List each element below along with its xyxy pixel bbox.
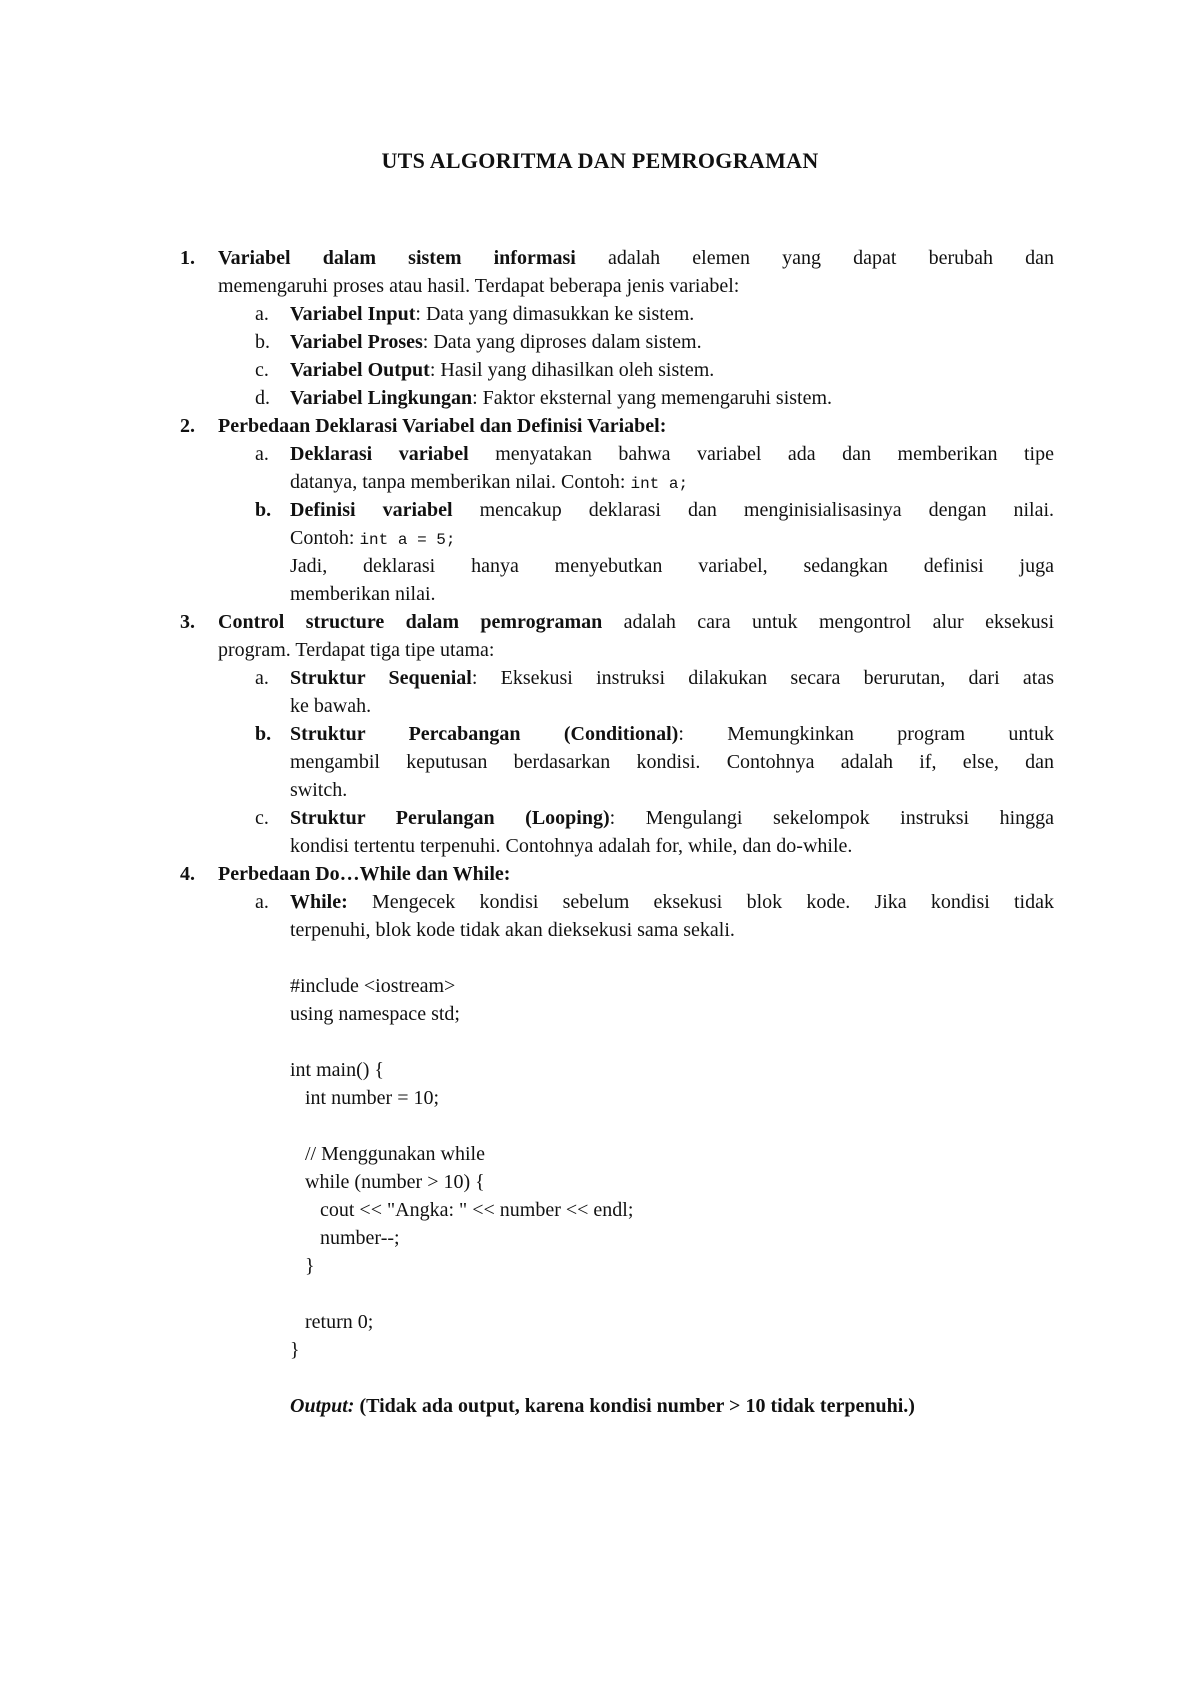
list-item-cont: kondisi tertentu terpenuhi. Contohnya adalah for, while, dan do-while. (290, 835, 853, 857)
item-letter: b. (255, 723, 272, 745)
document-title: UTS ALGORITMA DAN PEMROGRAMAN (381, 148, 819, 173)
item-letter: a. (255, 303, 269, 325)
term: Struktur Perulangan (Looping) (290, 807, 610, 829)
term: While: (290, 891, 348, 913)
text: : Data yang dimasukkan ke sistem. (415, 303, 695, 325)
term: Variabel Output (290, 359, 430, 381)
code-line: cout << "Angka: " << number << endl; (290, 1199, 634, 1221)
text: : Hasil yang dihasilkan oleh sistem. (429, 359, 715, 381)
code-line: number--; (290, 1227, 400, 1249)
text: : Data yang diproses dalam sistem. (422, 331, 702, 353)
text: Contoh: (290, 527, 360, 549)
item-letter: c. (255, 807, 269, 829)
list-item (290, 496, 1054, 524)
question-2-heading: Perbedaan Deklarasi Variabel dan Definisi Variabel: (218, 415, 667, 437)
list-item (290, 300, 694, 328)
summary-line: Jadi, deklarasi hanya menyebutkan variabel, sedangkan definisi juga (290, 555, 1054, 577)
text: Mengecek kondisi sebelum eksekusi blok kode. Jika kondisi tidak (347, 891, 1054, 913)
output-note (290, 1392, 915, 1420)
question-number: 1. (180, 247, 195, 269)
question-1-intro (218, 244, 1054, 272)
term: Control structure dalam pemrograman (218, 611, 603, 633)
list-item-cont (290, 468, 688, 496)
term: Variabel Lingkungan (290, 387, 473, 409)
term: Deklarasi variabel (290, 443, 469, 465)
text: adalah cara untuk mengontrol alur eksekusi (602, 611, 1054, 633)
item-letter: d. (255, 387, 270, 409)
item-letter: c. (255, 359, 269, 381)
list-item (290, 384, 832, 412)
question-3-intro (218, 608, 1054, 636)
question-number: 2. (180, 415, 195, 437)
item-letter: a. (255, 443, 269, 465)
text: menyatakan bahwa variabel ada dan memberikan tipe (468, 443, 1054, 465)
item-letter: a. (255, 667, 269, 689)
text: : Memungkinkan program untuk (678, 723, 1054, 745)
text: datanya, tanpa memberikan nilai. Contoh: (290, 471, 631, 493)
list-item (290, 356, 714, 384)
code-line: using namespace std; (290, 1003, 460, 1025)
text: adalah elemen yang dapat berubah dan (575, 247, 1054, 269)
code-snippet: int a = 5; (359, 531, 456, 549)
question-number: 4. (180, 863, 195, 885)
summary-line: memberikan nilai. (290, 583, 436, 605)
question-number: 3. (180, 611, 195, 633)
term: Variabel Proses (290, 331, 423, 353)
list-item (290, 888, 1054, 916)
code-line: return 0; (290, 1311, 374, 1333)
list-item-cont: mengambil keputusan berdasarkan kondisi. Contohnya adalah if, else, dan (290, 751, 1054, 773)
list-item-cont: ke bawah. (290, 695, 372, 717)
question-3-intro-cont: program. Terdapat tiga tipe utama: (218, 639, 495, 661)
text: mencakup deklarasi dan menginisialisasinya dengan nilai. (452, 499, 1055, 521)
code-line: while (number > 10) { (290, 1171, 485, 1193)
question-4-heading: Perbedaan Do…While dan While: (218, 863, 511, 885)
text: : Eksekusi instruksi dilakukan secara berurutan, dari atas (471, 667, 1054, 689)
code-line: } (290, 1255, 315, 1277)
term: Variabel Input (290, 303, 416, 325)
list-item (290, 664, 1054, 692)
code-line: int number = 10; (290, 1087, 440, 1109)
question-1-intro-cont: memengaruhi proses atau hasil. Terdapat beberapa jenis variabel: (218, 275, 740, 297)
list-item-cont: switch. (290, 779, 348, 801)
item-letter: a. (255, 891, 269, 913)
text: : Faktor eksternal yang memengaruhi sistem. (472, 387, 833, 409)
code-line: } (290, 1339, 300, 1361)
list-item (290, 804, 1054, 832)
term: Struktur Percabangan (Conditional) (290, 723, 679, 745)
list-item-cont: terpenuhi, blok kode tidak akan dieksekusi sama sekali. (290, 919, 735, 941)
list-item-cont (290, 524, 455, 552)
term: Definisi variabel (290, 499, 453, 521)
output-text: (Tidak ada output, karena kondisi number > 10 tidak terpenuhi.) (354, 1395, 915, 1417)
item-letter: b. (255, 499, 272, 521)
output-label: Output: (290, 1395, 355, 1417)
code-line: #include <iostream> (290, 975, 456, 997)
code-snippet: int a; (630, 475, 689, 493)
code-line: // Menggunakan while (290, 1143, 485, 1165)
item-letter: b. (255, 331, 270, 353)
list-item (290, 328, 702, 356)
text: : Mengulangi sekelompok instruksi hingga (609, 807, 1054, 829)
term: Struktur Sequenial (290, 667, 472, 689)
list-item (290, 720, 1054, 748)
list-item (290, 440, 1054, 468)
code-line: int main() { (290, 1059, 385, 1081)
term: Variabel dalam sistem informasi (218, 247, 576, 269)
